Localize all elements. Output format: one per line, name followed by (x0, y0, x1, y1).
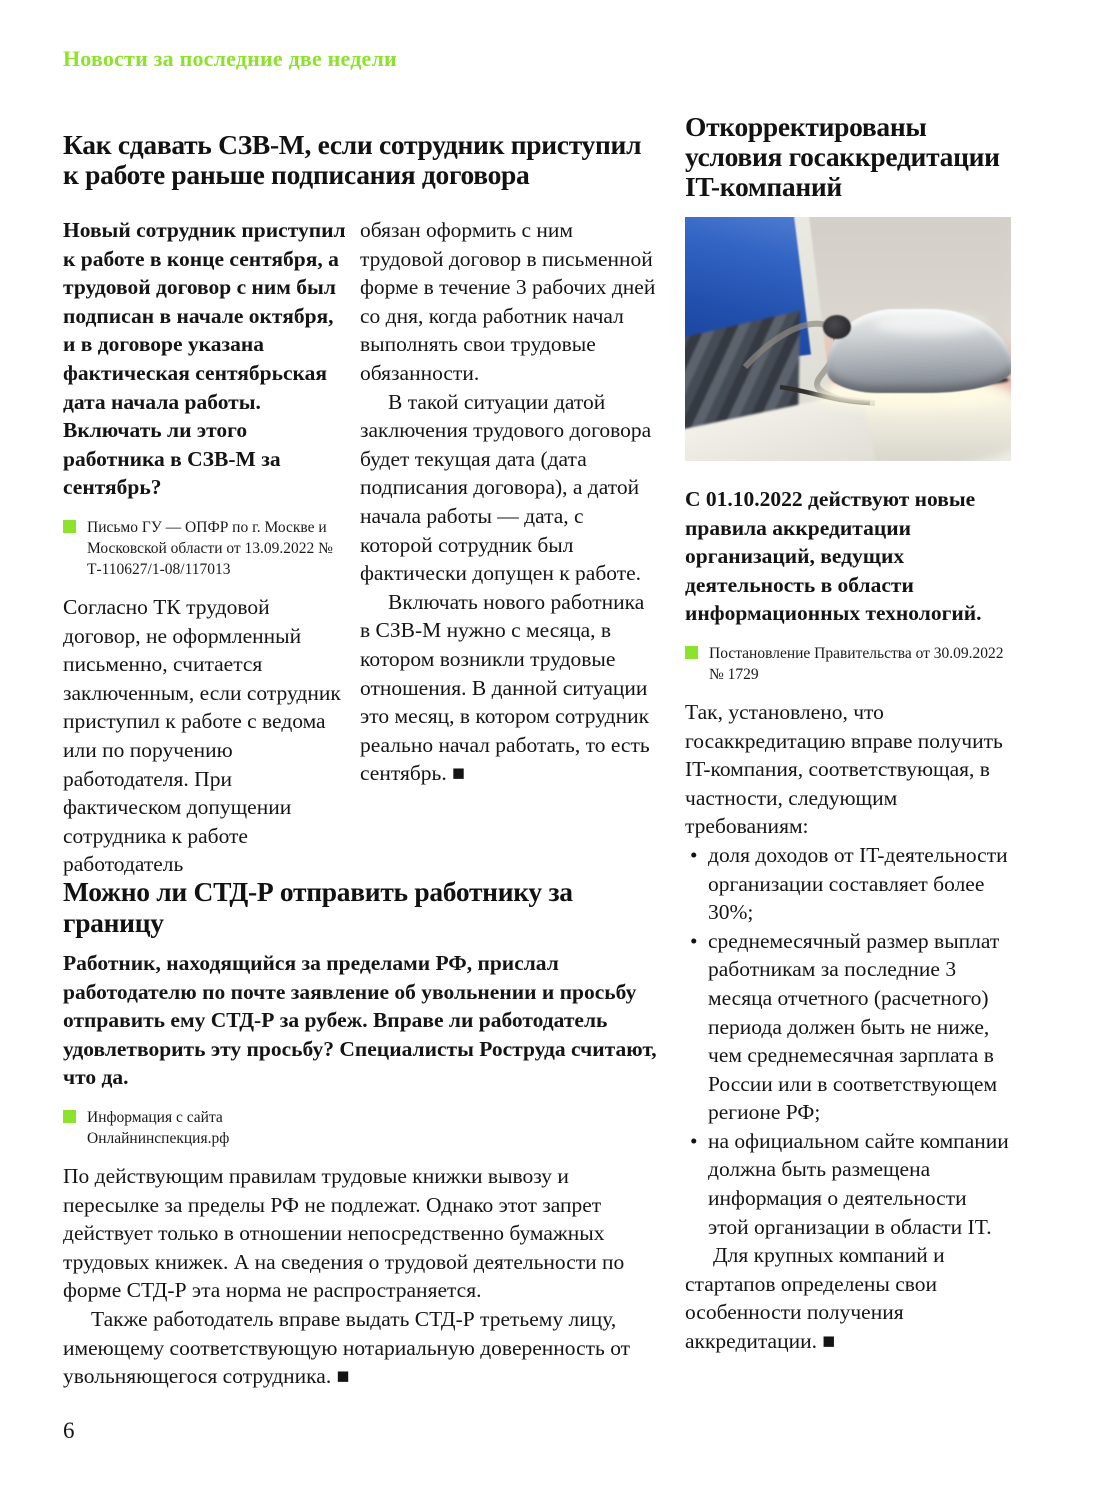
article-std-paragraph: Также работодатель вправе выдать СТД-Р третьему лицу, имеющему соответствующую нотариальную доверенность от увольняющегося сотрудника. ■ (63, 1306, 631, 1389)
article-szvm-column-1 (63, 216, 349, 879)
article-std-paragraph: По действующим правилам трудовые книжки вывозу и пересылке за пределы РФ не подлежат. Однако этот запрет действует только в отношении непосредственно бумажных трудовых книжек. А на сведения о трудовой деятельности по форме СТД-Р эта норма не распространяется. (63, 1163, 625, 1303)
article-it (685, 112, 1011, 1356)
source-text: Письмо ГУ — ОПФР по г. Москве и Московской области от 13.09.2022 № Т-110627/1-08/117013 (87, 518, 333, 578)
article-it-bullet: • среднемесячный размер выплат работникам за последние 3 месяца отчетного (расчетного) периода должен быть не ниже, чем среднемесячная зарплата в России или в соответствующем регионе РФ; (685, 927, 1011, 1127)
article-it-bullet: • доля доходов от IT-деятельности организации составляет более 30%; (685, 841, 1011, 927)
source-marker-icon (63, 520, 76, 533)
article-szvm-paragraph: Включать нового работника в СЗВ-М нужно с месяца, в котором возникли трудовые отношения. В данной ситуации это месяц, в котором сотрудник реально начал работать, то есть сентябрь. ■ (360, 589, 650, 786)
article-szvm-paragraph: В такой ситуации датой заключения трудового договора будет текущая дата (дата подписания договора), а датой начала работы — дата, с которой сотрудник был фактически допущен к работе. (360, 389, 652, 586)
source-text: Информация с сайта Онлайнинспекция.рф (87, 1108, 230, 1147)
section-kicker: Новости за последние две недели (63, 46, 397, 71)
article-std (63, 876, 661, 1391)
article-szvm-source (63, 517, 349, 580)
article-szvm-column-2 (360, 216, 658, 788)
article-std-lead: Работник, находящийся за пределами РФ, прислал работодателю по почте заявление об увольнении и просьбу отправить ему СТД-Р за рубеж. Вправе ли работодатель удовлетворить эту просьбу? Специалисты Роструда считают, что да. (63, 951, 657, 1090)
article-it-bullet: • на официальном сайте компании должна быть размещена информация о деятельности этой организации в области IT. (685, 1127, 1011, 1241)
article-szvm-paragraph: Согласно ТК трудовой договор, не оформленный письменно, считается заключенным, если сотрудник приступил к работе с ведома или по поручению работодателя. При фактическом допущении сотрудника к работе работодатель (63, 594, 341, 877)
article-std-source (63, 1107, 317, 1149)
article-std-title: Можно ли СТД-Р отправить работнику за границу (63, 876, 573, 938)
source-marker-icon (685, 646, 698, 659)
article-it-title: Откорректированы условия госаккредитации IT-компаний (685, 111, 1000, 202)
article-it-source (685, 643, 1011, 685)
page-number: 6 (63, 1418, 75, 1443)
mouse-scroll-wheel (823, 315, 851, 339)
source-marker-icon (63, 1110, 76, 1123)
article-szvm-lead: Новый сотрудник приступил к работе в конце сентября, а трудовой договор с ним был подписан в начале октября, и в договоре указана фактическая сентябрьская дата начала работы. Включать ли этого работника в СЗВ-М за сентябрь? (63, 218, 346, 500)
article-szvm-title: Как сдавать СЗВ-М, если сотрудник приступил к работе раньше подписания договора (63, 129, 642, 191)
article-szvm-paragraph: обязан оформить с ним трудовой договор в письменной форме в течение 3 рабочих дней со дня, когда работник начал выполнять свои трудовые обязанности. (360, 218, 656, 385)
source-text: Постановление Правительства от 30.09.2022 № 1729 (709, 644, 1004, 683)
article-it-lead: С 01.10.2022 действуют новые правила аккредитации организаций, ведущих деятельность в области информационных технологий. (685, 487, 982, 626)
mouse-highlight (875, 313, 985, 335)
article-it-outro: Для крупных компаний и стартапов определены свои особенности получения аккредитации. ■ (685, 1243, 945, 1354)
article-it-photo (685, 217, 1011, 461)
article-it-intro: Так, установлено, что госаккредитацию вправе получить IT-компания, соответствующая, в частности, следующим требованиям: (685, 699, 1003, 839)
